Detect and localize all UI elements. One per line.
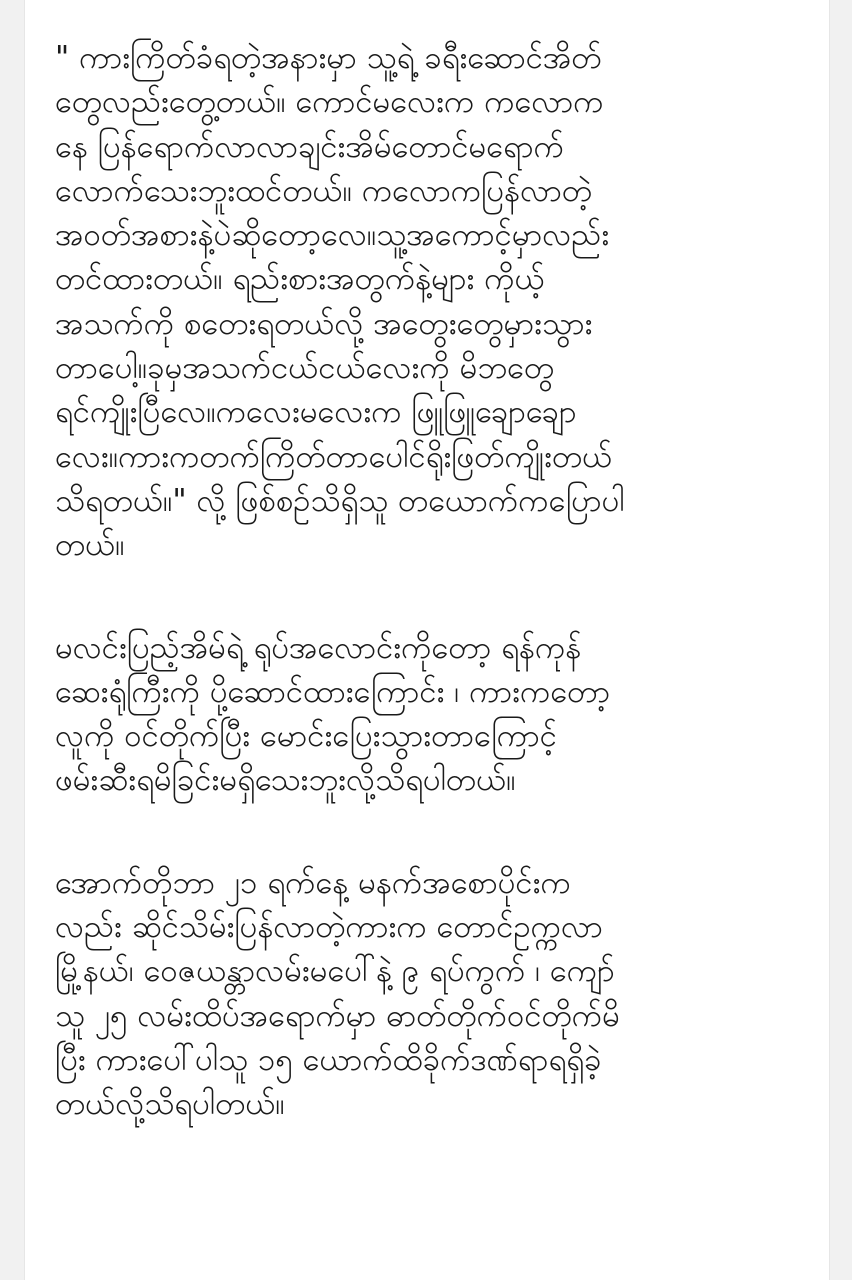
paragraph-1: " ကားကြိတ်ခံရတဲ့အနားမှာ သူ့ရဲ့ ခရီးဆောင်အိတ် တွေလည်းတွေ့တယ်။ ကောင်မလေးက ကလောက နေ ပြန်ရောက်လာလာချင်းအိမ်တောင်မရောက် လောက်သေးဘူးထင်တယ်။ ကလောကပြန်လာတဲ့ အဝတ်အစားနဲ့ပဲဆိုတော့လေ။သူ့အကောင့်မှာလည်း တင်ထားတယ်။ ရည်းစားအတွက်နဲ့များ ကိုယ့် အသက်ကို စတေးရတယ်လို့ အတွေးတွေမှားသွား တာပေါ့။ခုမှအသက်ငယ်ငယ်လေးကို မိဘတွေ ရင်ကျိုးပြီလေ။ကလေးမလေးက ဖြူဖြူချောချော လေး။ကားကတက်ကြိတ်တာပေါင်ရိုးဖြတ်ကျိုးတယ် သိရတယ်။" လို့ ဖြစ်စဉ်သိရှိသူ တယောက်ကပြောပါ တယ်။: [55, 40, 625, 564]
paragraph-2: မလင်းပြည့်အိမ်ရဲ့ ရုပ်အလောင်းကိုတော့ ရန်ကုန် ဆေးရုံကြီးကို ပို့ဆောင်ထားကြောင်း ၊ ကားကတော့ လူကို ဝင်တိုက်ပြီး မောင်းပြေးသွားတာကြောင့် ဖမ်းဆီးရမိခြင်းမရှိသေးဘူးလို့သိရပါတယ်။: [55, 629, 611, 799]
paragraph-3: အောက်တိုဘာ ၂၁ ရက်နေ့ မနက်အစောပိုင်းက လည်း ဆိုင်သိမ်းပြန်လာတဲ့ကားက တောင်ဥက္ကလာ မြို့နယ်၊ ဝေဇယန္တာလမ်းမပေါ်နဲ့ ၉ ရပ်ကွက် ၊ ကျော် သူ ၂၅ လမ်းထိပ်အရောက်မှာ ဓာတ်တိုက်ဝင်တိုက်မိ ပြီး ကားပေါ်ပါသူ ၁၅ ယောက်ထိခိုက်ဒဏ်ရာရရှိခဲ့ တယ်လို့သိရပါတယ်။: [55, 864, 620, 1123]
article-body: [55, 36, 805, 1127]
page-sheet: [24, 0, 830, 1280]
paragraph-spacer: [55, 568, 805, 626]
paragraph-spacer: [55, 803, 805, 861]
